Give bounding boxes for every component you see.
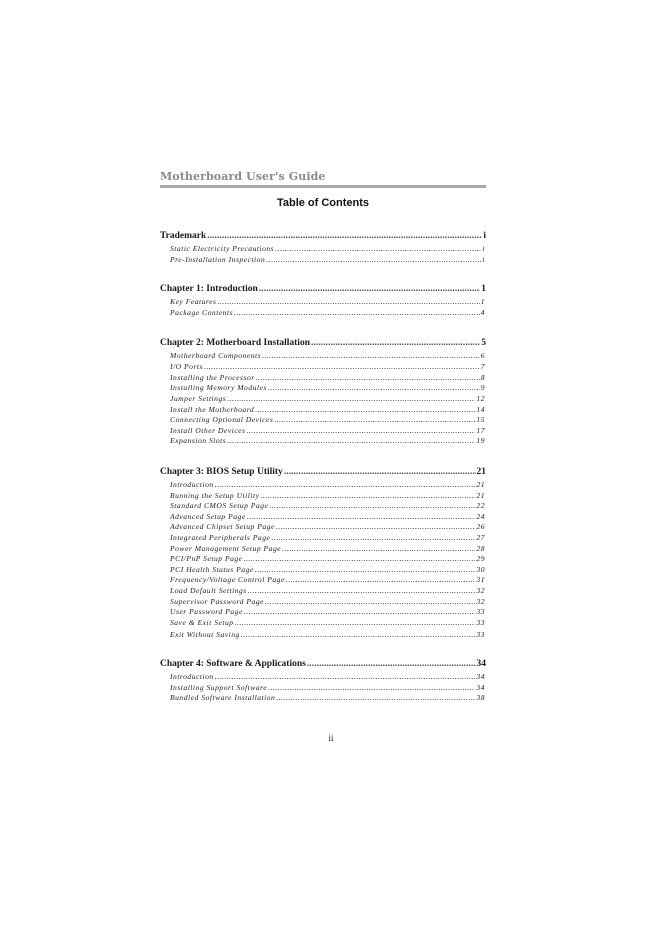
entry-title: Integrated Peripherals Page: [170, 533, 271, 542]
entry-page: 30: [476, 565, 485, 574]
chapter-title: Trademark: [160, 231, 207, 241]
dot-leader: [275, 244, 481, 254]
entry-page: 14: [476, 405, 485, 414]
dot-leader: [246, 426, 475, 436]
toc-entry[interactable]: [170, 480, 485, 490]
entry-title: Installing the Processor: [170, 373, 255, 382]
entry-title: PCI Health Status Page: [170, 565, 254, 574]
header-rule: [160, 185, 486, 188]
entry-page: 29: [476, 554, 485, 563]
dot-leader: [259, 282, 480, 294]
entry-title: Key Features: [170, 297, 217, 306]
dot-leader: [255, 565, 476, 575]
dot-leader: [204, 362, 480, 372]
dot-leader: [234, 308, 480, 318]
toc-entry[interactable]: [170, 415, 485, 425]
dot-leader: [244, 607, 476, 617]
dot-leader: [307, 657, 476, 669]
entry-page: 7: [480, 362, 485, 371]
dot-leader: [207, 229, 482, 241]
entry-page: 4: [480, 308, 485, 317]
toc-chapter-entry[interactable]: [160, 229, 486, 241]
entry-page: i: [482, 244, 485, 253]
toc-entry[interactable]: [170, 362, 485, 372]
entry-page: 19: [476, 436, 485, 445]
entry-page: 27: [476, 533, 485, 542]
dot-leader: [248, 586, 476, 596]
entry-page: i: [482, 255, 485, 264]
entry-page: 32: [476, 597, 485, 606]
entry-title: Standard CMOS Setup Page: [170, 501, 269, 510]
entry-title: Pre-Installation Inspection: [170, 255, 266, 264]
toc-entry[interactable]: [170, 618, 485, 628]
entry-page: 34: [476, 672, 485, 681]
entry-title: Installing Support Software: [170, 683, 268, 692]
toc-entry[interactable]: [170, 297, 485, 307]
dot-leader: [271, 533, 475, 543]
entry-page: 31: [476, 575, 485, 584]
dot-leader: [274, 415, 475, 425]
entry-page: 1: [480, 297, 485, 306]
entry-page: 9: [480, 383, 485, 392]
dot-leader: [227, 436, 475, 446]
entry-page: 26: [476, 522, 485, 531]
toc-entry[interactable]: [170, 522, 485, 532]
toc-chapter-entry[interactable]: [160, 657, 486, 669]
dot-leader: [311, 336, 480, 348]
entry-title: Advanced Chipset Setup Page: [170, 522, 275, 531]
entry-page: 33: [476, 630, 485, 639]
toc-entry[interactable]: [170, 501, 485, 511]
chapter-page: i: [483, 231, 486, 241]
dot-leader: [244, 554, 476, 564]
toc-entry[interactable]: [170, 693, 485, 703]
entry-title: User Password Page: [170, 607, 243, 616]
entry-title: Introduction: [170, 672, 214, 681]
entry-title: Save & Exit Setup: [170, 618, 234, 627]
dot-leader: [247, 512, 476, 522]
toc-entry[interactable]: [170, 426, 485, 436]
chapter-title: Chapter 4: Software & Applications: [160, 659, 306, 669]
dot-leader: [260, 491, 475, 501]
toc-title: Table of Contents: [276, 197, 370, 209]
dot-leader: [276, 522, 476, 532]
toc-entry[interactable]: [170, 351, 485, 361]
toc-entry[interactable]: [170, 533, 485, 543]
dot-leader: [255, 405, 475, 415]
toc-entry[interactable]: [170, 255, 485, 265]
entry-title: PCI/PnP Setup Page: [170, 554, 243, 563]
entry-title: Power Management Setup Page: [170, 544, 282, 553]
entry-page: 21: [476, 491, 485, 500]
entry-title: Bundled Software Installation: [170, 693, 276, 702]
entry-page: 12: [476, 394, 485, 403]
entry-title: Static Electricity Precautions: [170, 244, 275, 253]
dot-leader: [265, 597, 475, 607]
entry-title: Jumper Settings: [170, 394, 227, 403]
toc-entry[interactable]: [170, 544, 485, 554]
toc-entry[interactable]: [170, 394, 485, 404]
entry-title: Advanced Setup Page: [170, 512, 246, 521]
entry-page: 34: [476, 683, 485, 692]
entry-page: 24: [476, 512, 485, 521]
toc-entry[interactable]: [170, 586, 485, 596]
entry-title: Install the Motherboard: [170, 405, 255, 414]
dot-leader: [286, 575, 476, 585]
entry-page: 6: [480, 351, 485, 360]
dot-leader: [227, 394, 475, 404]
entry-page: 33: [476, 607, 485, 616]
chapter-page: 1: [481, 284, 486, 294]
toc-entry[interactable]: [170, 630, 485, 640]
dot-leader: [262, 351, 480, 361]
dot-leader: [241, 630, 476, 640]
entry-page: 32: [476, 586, 485, 595]
entry-page: 15: [476, 415, 485, 424]
toc-chapter-entry[interactable]: [160, 282, 486, 294]
entry-title: I/O Ports: [170, 362, 203, 371]
toc-entry[interactable]: [170, 405, 485, 415]
entry-title: Frequency/Voltage Control Page: [170, 575, 285, 584]
dot-leader: [266, 255, 481, 265]
chapter-title: Chapter 3: BIOS Setup Utility: [160, 467, 283, 477]
entry-page: 8: [480, 373, 485, 382]
entry-page: 17: [476, 426, 485, 435]
dot-leader: [215, 480, 476, 490]
dot-leader: [235, 618, 476, 628]
dot-leader: [256, 373, 480, 383]
entry-title: Introduction: [170, 480, 214, 489]
toc-entry[interactable]: [170, 308, 485, 318]
chapter-page: 5: [481, 338, 486, 348]
dot-leader: [268, 683, 475, 693]
dot-leader: [284, 465, 476, 477]
entry-title: Supervisor Password Page: [170, 597, 264, 606]
toc-entry[interactable]: [170, 554, 485, 564]
dot-leader: [282, 544, 475, 554]
toc-entry[interactable]: [170, 436, 485, 446]
page-number: ii: [328, 733, 334, 743]
entry-page: 33: [476, 618, 485, 627]
entry-page: 21: [476, 480, 485, 489]
toc-entry[interactable]: [170, 565, 485, 575]
chapter-title: Chapter 2: Motherboard Installation: [160, 338, 310, 348]
dot-leader: [276, 693, 475, 703]
chapter-title: Chapter 1: Introduction: [160, 284, 258, 294]
entry-title: Connecting Optional Devices: [170, 415, 274, 424]
toc-entry[interactable]: [170, 491, 485, 501]
toc-chapter-entry[interactable]: [160, 465, 486, 477]
toc-entry[interactable]: [170, 672, 485, 682]
entry-title: Install Other Devices: [170, 426, 246, 435]
toc-entry[interactable]: [170, 683, 485, 693]
entry-title: Load Default Settings: [170, 586, 247, 595]
entry-page: 28: [476, 544, 485, 553]
toc-chapter-entry[interactable]: [160, 336, 486, 348]
toc-entry[interactable]: [170, 512, 485, 522]
running-header: [160, 170, 486, 188]
entry-title: Package Contents: [170, 308, 234, 317]
entry-title: Installing Memory Modules: [170, 383, 267, 392]
toc-entry[interactable]: [170, 373, 485, 383]
entry-title: Expansion Slots: [170, 436, 227, 445]
entry-title: Running the Setup Utility: [170, 491, 260, 500]
entry-title: Exit Without Saving: [170, 630, 240, 639]
entry-page: 38: [476, 693, 485, 702]
entry-page: 22: [476, 501, 485, 510]
dot-leader: [217, 297, 479, 307]
dot-leader: [269, 501, 475, 511]
entry-title: Motherboard Components: [170, 351, 262, 360]
chapter-page: 34: [476, 659, 486, 669]
toc-entry[interactable]: [170, 244, 485, 254]
dot-leader: [268, 383, 480, 393]
toc-entry[interactable]: [170, 607, 485, 617]
header-title: Motherboard User's Guide: [160, 170, 326, 183]
toc-entry[interactable]: [170, 575, 485, 585]
chapter-page: 21: [476, 467, 486, 477]
dot-leader: [215, 672, 476, 682]
toc-entry[interactable]: [170, 383, 485, 393]
toc-entry[interactable]: [170, 597, 485, 607]
